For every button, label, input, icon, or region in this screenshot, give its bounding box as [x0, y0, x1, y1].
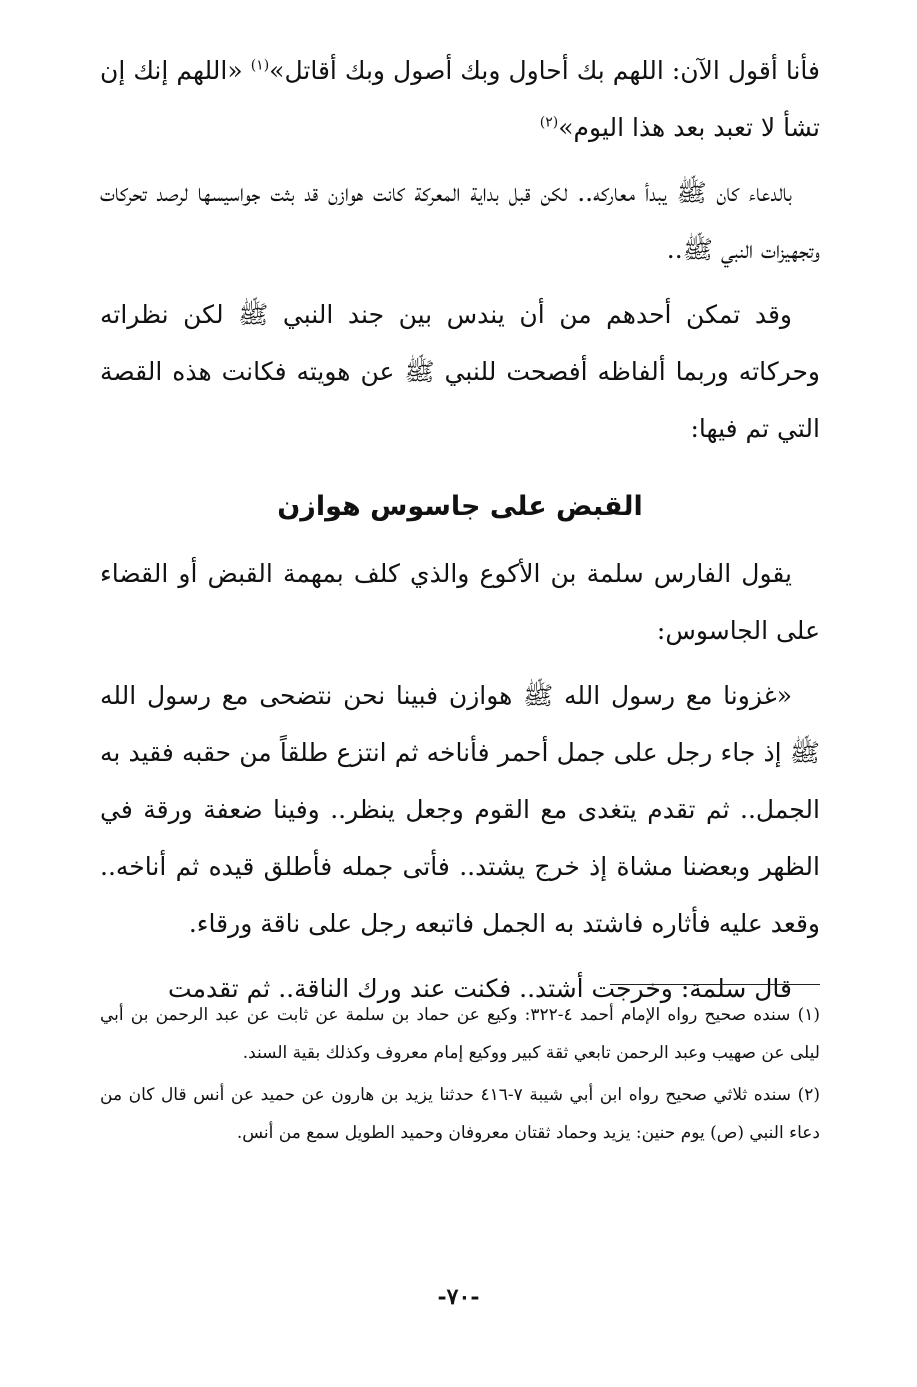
- page-number: -٧٠-: [437, 1284, 480, 1310]
- footnote-ref-1[interactable]: (١): [250, 57, 270, 74]
- paragraph-salama-said: قال سلمة: وخرجت أشتد.. فكنت عند ورك الناقة.. ثم تقدمت: [168, 974, 792, 1003]
- prayer-text-2: «اللهم إنك إن تشأ لا تعبد بعد هذا اليوم»: [100, 56, 820, 142]
- paragraph-narration: «غزونا مع رسول الله ﷺ هوازن فبينا نحن نتضحى مع رسول الله ﷺ إذ جاء رجل على جمل أحمر فأناخه ثم انتزع طلقاً من حقبه فقيد به الجمل.. ثم تقدم يتغدى مع القوم وجعل ينظر.. وفينا ضعفة ورقة في الظهر وبعضنا مشاة إذ خرج يشتد.. فأتى جمله فأطلق قيده ثم أناخه.. وقعد عليه فأثاره فاشتد به الجمل فاتبعه رجل على ناقة ورقاء.: [100, 681, 820, 938]
- footnote-1: (١) سنده صحيح رواه الإمام أحمد ٤-٣٢٢: وكيع عن حماد بن سلمة عن ثابت عن عبد الرحمن بن أبي ليلى عن صهيب وعبد الرحمن تابعي ثقة كبير ووكيع إمام معروف وكذلك بقية السند.: [100, 1005, 820, 1063]
- footnote-divider: [610, 984, 820, 985]
- footnotes: [100, 996, 820, 1156]
- section-title: القبض على جاسوس هوازن: [277, 491, 643, 522]
- paragraph-infiltrator: وقد تمكن أحدهم من أن يندس بين جند النبي ﷺ لكن نظراته وحركاته وربما ألفاظه أفصحت للنبي ﷺ عن هويته فكانت هذه القصة التي تم فيها:: [100, 300, 820, 443]
- footnote-ref-2[interactable]: (٢): [539, 114, 559, 131]
- page-body: [100, 42, 820, 1025]
- footnote-2: (٢) سنده ثلاثي صحيح رواه ابن أبي شيبة ٧-٤١٦ حدثنا يزيد بن هارون عن حميد عن أنس قال كان من دعاء النبي (ص) يوم حنين: يزيد وحماد ثقتان معروفان وحميد الطويل سمع من أنس.: [100, 1085, 820, 1143]
- paragraph-spies: بالدعاء كان ﷺ يبدأ معاركه.. لكن قبل بداية المعركة كانت هوازن قد بثت جواسيسها لرصد تحركات وتجهيزات النبي ﷺ..: [100, 178, 820, 264]
- paragraph-salama-intro: يقول الفارس سلمة بن الأكوع والذي كلف بمهمة القبض أو القضاء على الجاسوس:: [100, 559, 820, 645]
- paragraph-prayer: [100, 42, 820, 156]
- prayer-text-1: فأنا أقول الآن: اللهم بك أحاول وبك أصول وبك أقاتل»: [269, 56, 821, 85]
